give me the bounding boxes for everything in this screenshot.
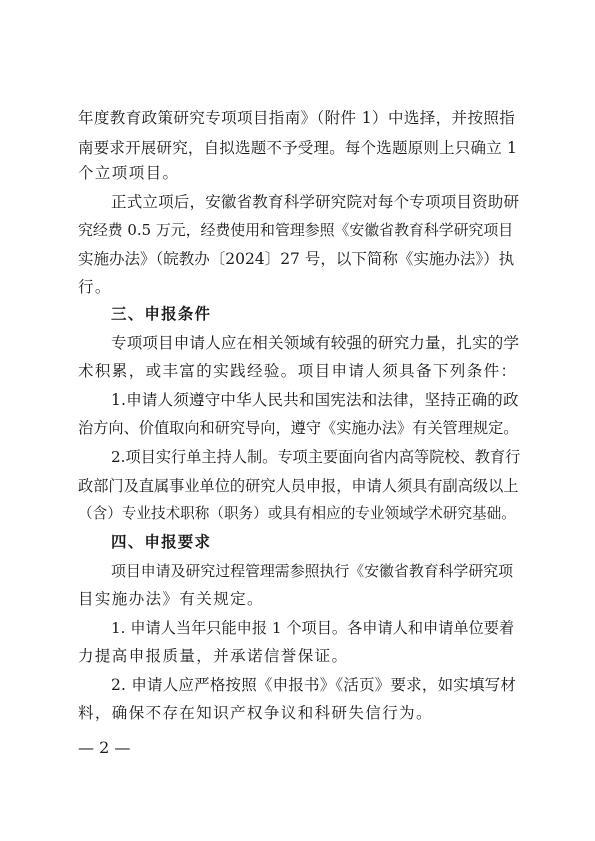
body-text-line: 项目申请及研究过程管理需参照执行《安徽省教育科学研究项 [111, 562, 514, 580]
body-text-line: 正式立项后，安徽省教育科学研究院对每个专项项目资助研 [111, 193, 520, 211]
body-text-line: 力提高申报质量，并承诺信誉保证。 [78, 647, 349, 665]
body-text-line: 南要求开展研究，自拟选题不予受理。每个选题原则上只确立 1 [78, 139, 518, 157]
body-text-line: 究经费 0.5 万元，经费使用和管理参照《安徽省教育科学研究项目 [78, 221, 514, 239]
body-text-line: 实施办法》（皖教办〔2024〕27 号，以下简称《实施办法》）执 [78, 250, 515, 268]
body-text-line: 目实施办法》有关规定。 [78, 590, 264, 608]
body-text-line: 料，确保不存在知识产权争议和科研失信行为。 [78, 704, 433, 722]
body-text-line: 2.项目实行单主持人制。专项主要面向省内高等院校、教育行 [111, 448, 521, 466]
body-text-line: 1.申请人须遵守中华人民共和国宪法和法律，坚持正确的政 [111, 391, 519, 409]
body-text-line: 治方向、价值取向和研究导向，遵守《实施办法》有关管理规定。 [78, 419, 519, 437]
body-text-line: 术积累，或丰富的实践经验。项目申请人须具备下列条件： [78, 362, 518, 380]
body-text-line: （含）专业技术职称（职务）或具有相应的专业领域学术研究基础。 [78, 505, 516, 522]
body-text-line: 个立项项目。 [78, 164, 180, 182]
body-text-line: 年度教育政策研究专项项目指南》（附件 1）中选择，并按照指 [78, 109, 516, 127]
body-text-line: 行。 [78, 278, 112, 296]
body-text-line: 2. 申请人应严格按照《申报书》《活页》要求，如实填写材 [111, 676, 517, 694]
section-heading-4: 四、申报要求 [111, 533, 212, 551]
body-text-line: 1. 申请人当年只能申报 1 个项目。各申请人和申请单位要着 [111, 619, 515, 637]
body-text-line: 专项项目申请人应在相关领域有较强的研究力量，扎实的学 [111, 334, 520, 352]
body-text-line: 政部门及直属事业单位的研究人员申报，申请人须具有副高级以上 [78, 477, 519, 495]
page-number: — 2 — [78, 738, 131, 757]
section-heading-3: 三、申报条件 [111, 305, 212, 323]
